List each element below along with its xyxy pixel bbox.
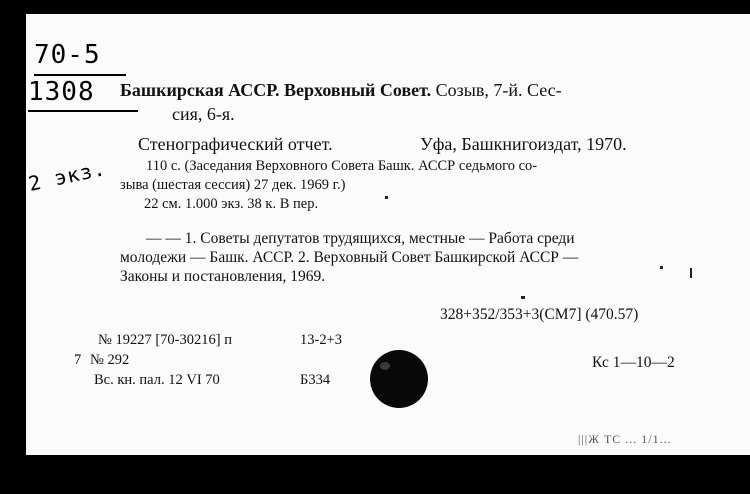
heading-corporate-author: Башкирская АССР. Верховный Совет. — [120, 80, 432, 100]
classification-index: 328+352/353+3(СМ7] (470.57) — [440, 306, 639, 323]
record-order: Б334 — [300, 372, 331, 388]
record-printed-date: Вс. кн. пал. 12 VI 70 — [94, 372, 220, 388]
physical-description: 22 см. 1.000 экз. 38 к. В пер. — [144, 196, 319, 212]
entry-heading — [120, 80, 562, 101]
ink-speck — [690, 268, 692, 278]
record-prefix: 7 — [74, 352, 82, 368]
title-line: Стенографический отчет. — [138, 134, 333, 154]
record-sub-number: № 292 — [90, 352, 130, 368]
call-number-underline — [34, 74, 126, 76]
ink-blot-stamp — [370, 350, 428, 408]
record-index: Кс 1—10—2 — [592, 354, 675, 371]
faint-stamp-mark: |||Ж ТС ... 1/1... — [578, 432, 672, 446]
subject-line-1: — — 1. Советы депутатов трудящихся, местные — Работа среди — [146, 230, 575, 247]
subject-line-2: молодежи — Башк. АССР. 2. Верховный Совет Башкирской АССР — — [120, 249, 579, 266]
call-number-underline-2 — [28, 110, 138, 112]
catalog-card — [26, 14, 750, 455]
record-number: № 19227 [70-30216] п — [98, 332, 232, 348]
handwritten-copies-note: 2 экз. — [26, 156, 108, 196]
ink-speck — [660, 266, 663, 269]
ink-speck — [385, 196, 388, 199]
handwritten-call-number-bottom: 1308 — [28, 77, 95, 107]
heading-continuation: сия, 6-я. — [172, 104, 235, 124]
heading-session: Созыв, 7-й. Сес- — [435, 80, 562, 100]
pages-note-continuation: зыва (шестая сессия) 27 дек. 1969 г.) — [120, 177, 346, 193]
pages-note: 110 с. (Заседания Верховного Совета Башк. АССР седьмого со- — [146, 158, 538, 174]
ink-speck — [521, 296, 525, 299]
imprint-line: Уфа, Башкнигоиздат, 1970. — [420, 134, 627, 154]
subject-line-3: Законы и постановления, 1969. — [120, 268, 326, 285]
handwritten-call-number-top: 70-5 — [34, 40, 101, 70]
record-code: 13-2+3 — [300, 332, 343, 348]
